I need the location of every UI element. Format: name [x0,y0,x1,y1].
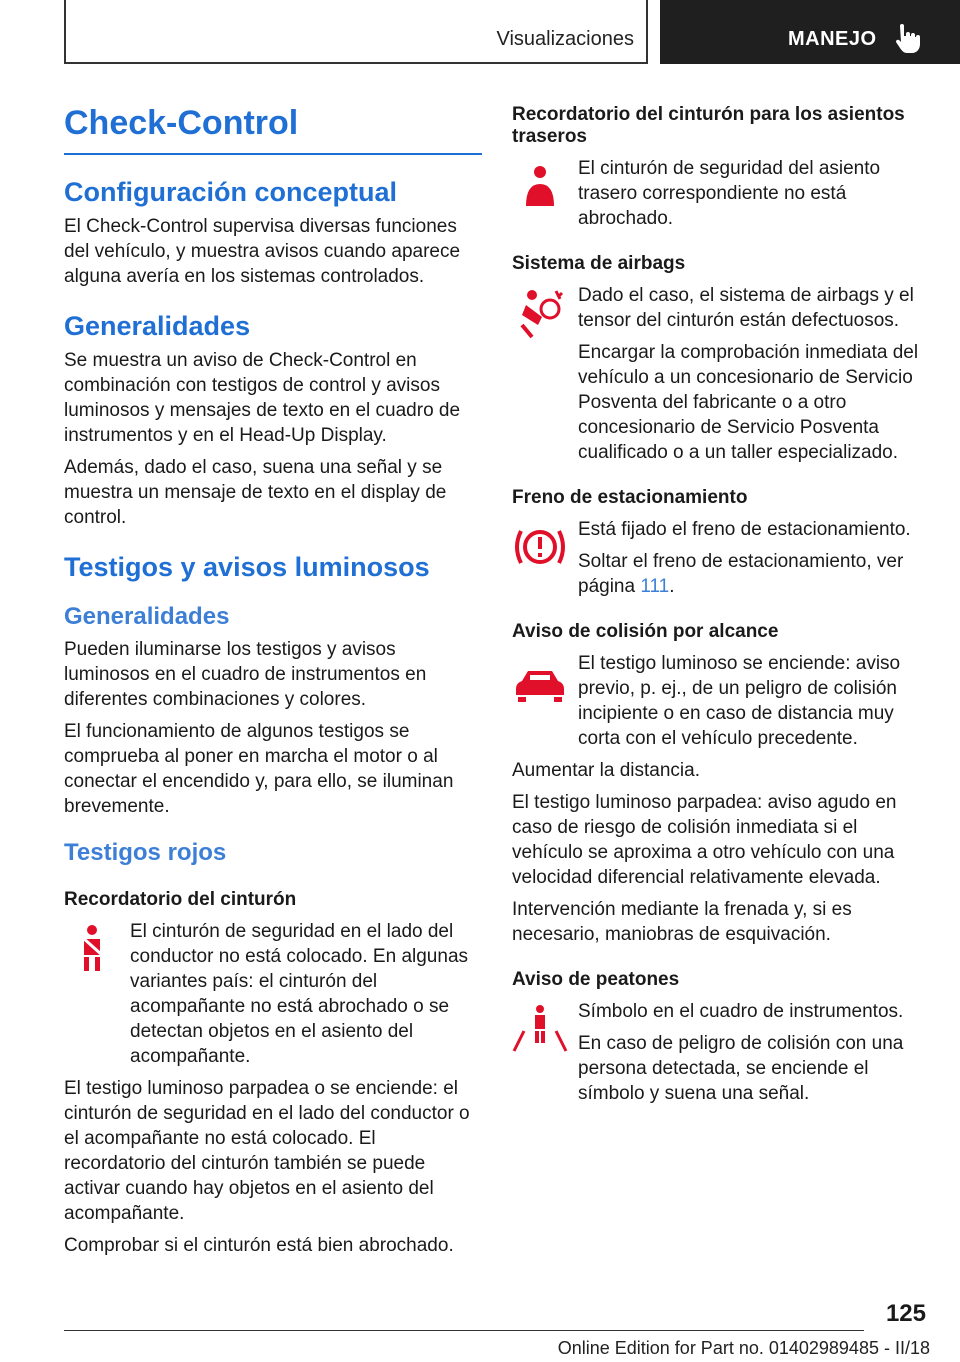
heading-airbags: Sistema de airbags [512,253,686,274]
paragraph: Intervención mediante la frenada y, si es necesario, maniobras de esquivación. [512,899,852,945]
heading-cinturon: Recordatorio del cinturón [64,889,297,910]
hand-pointer-icon [894,24,922,54]
paragraph: El testigo luminoso se enciende: aviso previo, p. ej., de un peligro de colisión incipiente o en caso de distancia muy corta con el vehículo precedente. [578,653,901,749]
heading-traseros: Recordatorio del cinturón para los asientos traseros [512,104,905,147]
parking-brake-icon [512,519,568,575]
left-column [64,104,482,1265]
paragraph: Pueden iluminarse los testigos y avisos luminosos en el cuadro de instrumentos en diferentes combinaciones y colores. [64,639,427,710]
footer-divider [64,1330,864,1331]
rear-seatbelt-icon [512,158,568,214]
page-number: 125 [885,1300,926,1327]
paragraph: Símbolo en el cuadro de instrumentos. [578,1001,904,1022]
warning-seatbelt [64,919,482,1069]
paragraph: El testigo luminoso parpadea o se enciende: el cinturón de seguridad en el lado del conductor o el acompañante no está colocado. El recordatorio del cinturón también se puede activar cuando hay objetos en el asiento del acompañante. [64,1078,470,1224]
paragraph: Dado el caso, el sistema de airbags y el tensor del cinturón están defectuosos. [578,285,914,331]
heading-colision: Aviso de colisión por alcance [512,621,779,642]
subheading-generalidades: Generalidades [64,603,230,630]
heading-peatones: Aviso de peatones [512,969,680,990]
heading-config: Configuración conceptual [64,177,398,207]
warning-parking-brake [512,517,932,599]
header-chapter-box [660,0,960,64]
seatbelt-warning-icon [64,921,120,977]
paragraph: El cinturón de seguridad en el lado del conductor no está colocado. En algunas variantes país: el cinturón del acompañante no está abrochado o se detectan objetos en el asiento del acompañante. [130,921,469,1067]
paragraph: Aumentar la distancia. [512,760,700,781]
section-title: Visualizaciones [496,28,634,50]
heading-freno: Freno de estacionamiento [512,487,748,508]
paragraph: El cinturón de seguridad del asiento trasero correspondiente no está abrochado. [578,158,881,229]
page-link[interactable]: 111 [640,576,670,597]
paragraph: El Check-Control supervisa diversas funciones del vehículo, y muestra avisos cuando aparece alguna avería en los sistemas controlados. [64,216,461,287]
subheading-testigos-rojos: Testigos rojos [64,839,227,866]
heading-generalidades: Generalidades [64,311,251,341]
collision-warning-icon [512,653,568,709]
page-title: Check-Control [64,104,482,155]
chapter-title: MANEJO [788,28,877,50]
warning-rear-seatbelt [512,156,932,231]
edition-note: Online Edition for Part no. 01402989485 - II/18 [557,1338,930,1358]
airbag-icon [512,285,568,341]
paragraph: Soltar el freno de estacionamiento, ver página 111. [578,551,904,597]
paragraph: El funcionamiento de algunos testigos se comprueba al poner en marcha el motor o al conectar el encendido y, para ello, se iluminan brevemente. [64,721,454,817]
paragraph: Comprobar si el cinturón está bien abrochado. [64,1235,454,1256]
paragraph: Se muestra un aviso de Check-Control en combinación con testigos de control y avisos luminosos y mensajes de texto en el cuadro de instrumentos y en el Head-Up Display. [64,350,461,446]
heading-testigos: Testigos y avisos luminosos [64,552,430,582]
warning-airbag [512,283,932,465]
paragraph: Encargar la comprobación inmediata del vehículo a un concesionario de Servicio Posventa del fabricante o a otro concesionario de Servicio Posventa cualificado o a un taller especializado. [578,342,919,463]
paragraph: En caso de peligro de colisión con una persona detectada, se enciende el símbolo y suena una señal. [578,1033,904,1104]
warning-collision [512,651,932,751]
paragraph: Está fijado el freno de estacionamiento. [578,519,911,540]
header-section-box [64,0,648,64]
warning-pedestrian [512,999,932,1106]
right-column [512,104,932,1113]
pedestrian-warning-icon [512,1001,568,1057]
paragraph: El testigo luminoso parpadea: aviso agudo en caso de riesgo de colisión inmediata si el vehículo se aproxima a otro vehículo con una velocidad diferencial relativamente elevada. [512,792,897,888]
paragraph: Además, dado el caso, suena una señal y se muestra un mensaje de texto en el display de control. [64,457,447,528]
